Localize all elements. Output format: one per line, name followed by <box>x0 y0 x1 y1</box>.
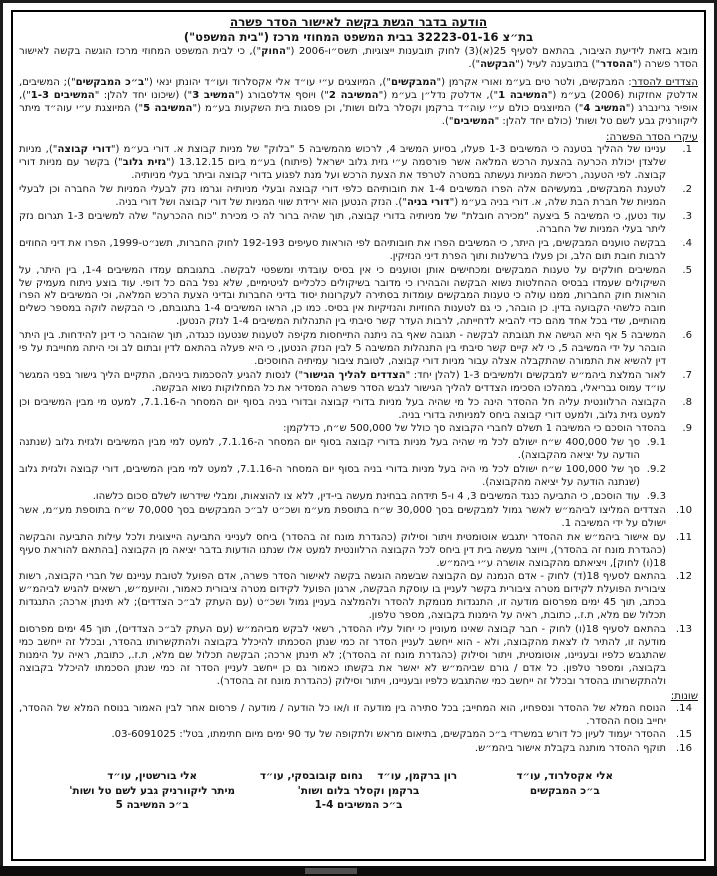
numbered-item <box>19 397 698 423</box>
item-number: 9. <box>682 423 692 435</box>
numbered-item <box>19 330 698 369</box>
signature-line: ב״כ המשיבה 5 <box>115 799 189 812</box>
numbered-item <box>19 624 698 689</box>
item-number: 4. <box>682 237 692 249</box>
item-text: עוד נטען, כי המשיבה 5 ביצעה "מכירה חובלת" של מניותיה בדורי קבוצה, תוך שהיה ברור לה כי מכירת "כוח ההכרעה" שלה למשיבים 1-3 תגרום נזק ליתר בעלי המניות של החברה. <box>19 210 666 235</box>
numbered-item <box>19 505 698 531</box>
numbered-item <box>19 370 698 396</box>
numbered-item <box>19 265 698 330</box>
numbered-item <box>19 423 698 436</box>
item-number: 16. <box>675 743 692 755</box>
signature-column <box>255 769 461 813</box>
item-number: 3. <box>682 210 692 222</box>
item-text: עם אישור ביהמ״ש את ההסדר יתגבש אוטומטית ויתור וסילוק (כהגדרת מונח זה בהסדר) ביחס לענייני התביעה הייצוגית ולכל עילות התביעה והבקשה (כהגדרת מונח זה בהסדר), וייוצר מעשה בית דין ביחס לכל הקבוצה הרלוונטית למעט אלו שנתנו הודעות בדבר יציאה מן הקבוצה [בהתאם להוראת סעיף 18(ו) לחוק], ויציאתם מהקבוצה אושרה ע״י ביהמ״ש. <box>19 531 666 569</box>
item-number: 9.3. <box>646 491 666 502</box>
numbered-item <box>19 532 698 571</box>
numbered-item <box>19 437 698 463</box>
item-number: 14. <box>675 702 692 714</box>
item-number: 2. <box>682 184 692 196</box>
signature-line: ב״כ המשיבים 1-4 <box>314 799 403 812</box>
item-text: ההסדר יעמוד לעיון כל דורש במשרדי ב״כ המבקשים, בתיאום מראש ולתקופה של עד 90 ימים מיום חתימתו, בטל': 03-6091025. <box>111 729 666 741</box>
item-number: 10. <box>675 504 692 516</box>
intro-paragraph: מובא בזאת לידיעת הציבור, בהתאם לסעיף 25(א)(3) לחוק תובענות ייצוגיות, תשס״ו-2006 ("החוק"), כי לבית המשפט המחוזי מרכז הוגשה בקשה לאישור הסדר פשרה ("ההסדר") בתובענה לעיל ("הבקשה"). <box>19 46 698 70</box>
item-number: 8. <box>682 396 692 408</box>
item-number: 11. <box>675 531 692 543</box>
item-number: 5. <box>682 264 692 276</box>
signature-column <box>49 769 255 813</box>
item-text: בבקשה טוענים המבקשים, בין היתר, כי המשיבים הפרו את חובותיהם לפי הוראות סעיפים 192-193 לחוק החברות, תשנ״ט-1999, הפרו את דיני החוזים לרבות חובת תום הלב, וכן פעלו ברשלנות ותוך הפרת דיני הנזיקין. <box>19 237 667 262</box>
notice-title: הודעה בדבר הגשת בקשה לאישור הסדר פשרה <box>229 15 488 29</box>
signature-column <box>462 769 668 813</box>
numbered-item <box>19 729 698 742</box>
item-text: לטענת המבקשים, במעשיהם אלה הפרו המשיבים 1-4 את חובותיהם כלפי דורי קבוצה ובעלי מניותיה וגרמו נזק לבעלי המניות של החברה וכן לבעלי המניות של חברת הבת שלה, א. דורי בניה בע״מ ("דורי בניה"). הנזק הנטען הוא ירידת שווי המניות של דורי קבוצה ושל דורי בניה. <box>19 184 666 209</box>
signature-line: אלי בורשטין, עו״ד <box>107 770 198 783</box>
item-number: 1. <box>682 144 692 156</box>
item-text: סך של 400,000 ש״ח ישולם לכל מי שהיה בעל מניות בדורי קבוצה בסוף יום המסחר ה-7.1.16, למעט למי מבין המשיבים ולגזית גלוב (שנתנה הודעה על יציאה מהקבוצה). <box>19 437 640 462</box>
item-number: 15. <box>675 729 692 741</box>
signature-line: מיתר ליקוורניק גבע לשם טל ושות' <box>69 784 236 797</box>
numbered-item <box>19 571 698 623</box>
misc-header: שונות: <box>670 689 698 702</box>
signature-line: רון ברקמן, עו״ד נחום קובובסקי, עו״ד <box>259 770 458 783</box>
item-number: 7. <box>682 369 692 381</box>
item-number: 9.2. <box>646 464 666 476</box>
item-number: 9.1. <box>646 437 666 449</box>
numbered-item <box>19 743 698 756</box>
numbered-item <box>19 491 698 504</box>
item-text: הנוסח המלא של ההסדר ונספחיו, הוא המחייב; בכל סתירה בין מודעה זו ו/או כל הודעה / מודעה / פרסום אחר לבין האמור בנוסח המלא של ההסדר, יחייב נוסח ההסדר. <box>19 702 666 727</box>
misc-items <box>19 703 698 757</box>
case-number-line: בת״צ 32223-01-16 בבית המשפט המחוזי מרכז ("בית המשפט") <box>183 30 534 44</box>
item-text: המשיבה 5 אף היא הגישה את תגובתה לבקשה - תגובה שאף בה ניתנה התייחסות מקיפה לטענות שנטענו כנגדה, תוך שהובהר כי דינן להידחות. בין היתר הובהר על ידי המשיבה 5, כי לא קיים קשר סיבתי בין התנהלות המשיבה 5 לבין הנזק הנטען, כי היא פעלה בהתאם לדין ובתום לב וכי היתה מחוייבת על פי דין להשיא את התמורה שהתקבלה אצלה עבור מניות דורי קבוצה, לטובת ציבור עמיתיה החוסכים. <box>19 330 667 367</box>
item-text: בהסדר הוסכם כי המשיבה 1 תשלם לחברי הקבוצה סך כולל של 500,000 ש״ח, כדלקמן: <box>283 423 666 435</box>
item-number: 6. <box>682 330 692 342</box>
item-text: עניינו של ההליך בטענה כי המשיבים 1-3 פעלו, בסיוע המשיב 4, לרכוש מהמשיבה 5 "בלוק" של מניות קבוצת א. דורי בע״מ ("דורי קבוצה"), מניות שלצדן יכולת הכרעה בהצעת הרכש המלאה אשר פורסמה ע״י גזית גלוב ישראל (פיתוח) בע״מ ביום 13.12.15 ("גזית גלוב") בקשר עם מניות דורי קבוצה. לפי הטענה, רכישת המניות נעשתה במטרה לטרפד את הצעת הרכש ועל מנת לפגוע בדורי קבוצה וביתר בעלי מניותיה. <box>19 144 667 182</box>
item-text: סך של 100,000 ש״ח ישולם לכל מי היה בעל מניות בדורי בניה בסוף יום המסחר ה-7.1.16, למעט למי מבין המשיבים, דורי קבוצה ולגזית גלוב (שנתנה הודעה על יציאה מהקבוצה). <box>19 464 640 489</box>
signature-line: ב״כ המבקשים <box>529 784 600 797</box>
settlement-items <box>19 144 698 688</box>
item-text: המשיבים חולקים על טענות המבקשים ומכחישים אותן וטוענים כי אין בסיס עובדתי ומשפטי לבקשה. בתגובתם עמדו המשיבים 1-4, בין היתר, על השיקולים שעמדו בבסיס ההחלטות נשוא הבקשה והבהירו כי מדובר בשיקולים כלכליים לגיטימיים, שלא נפל בהם כל דופי. עוד בוצע ניתוח מעמיק של הוראות חוק החברות, ממנו עולה כי טענות המבקשים עומדות בסתירה לעקרונות יסוד בדיני החברות ובדיני הצעת הרכש המלאה, וכי המשיבים לא הפרו חובה כלשהי הקבועה בדין. כן הובהר, כי גם לטענות החוזיות והנזיקיות אין בסיס. כמו כן, הראו המשיבים 1-4 בתגובתם, כי הבקשה לוקה במספר כשלים מהותיים, שדי בכל אחד מהם כדי להביא לדחייתה, לרבות העדר קשר סיבתי בין התנהלות המשיבים 1-4 לנזק הנטען. <box>19 264 666 328</box>
scrollbar-thumb[interactable] <box>305 868 357 874</box>
item-number: 13. <box>675 624 692 636</box>
item-text: לאור המלצת ביהמ״ש למבקשים ולמשיבים 1-3 (להלן יחד: "הצדדים להליך הגישור") לנסות להגיע להסכמות ביניהם, התקיים הליך גישור בפני המגשר עו״ד עמוס גבריאלי, במהלכו הסכימו הצדדים להליך הגישור לגבש הסדר פשרה המסדיר את כל המחלוקות נשוא הבקשה. <box>19 369 666 394</box>
item-number: 12. <box>675 571 692 583</box>
item-text: הקבוצה הרלוונטית עליה חל ההסדר הינה כל מי שהיה בעל מניות בדורי קבוצה ובדורי בניה בסוף יום המסחר ה-7.1.16, למעט מי מבין המשיבים וכן למעט גזית גלוב, ולמעט דורי קבוצה ביחס למניותיה בדורי בניה. <box>19 396 666 421</box>
item-text: הצדדים המליצו לביהמ״ש לאשר גמול למבקשים בסך 30,000 ש״ח בתוספת מע״מ ושכ״ט לב״כ המבקשים בסך 70,000 ש״ח בתוספת מע״מ, אשר ישולם על ידי המשיבה 1. <box>19 504 667 529</box>
item-text: בהתאם לסעיף 18(ד) לחוק - אדם הנמנה עם הקבוצה שבשמה הוגשה בקשה לאישור הסדר פשרה, אדם הפועל לטובת עניינם של חברי הקבוצה, רשות ציבורית הפועלת לקידום מטרה ציבורית בקשר לעניין בו עוסקת הבקשה, ארגון הפועל לקידום מטרה ציבורית כאמור, והיועמ״ש, רשאים להגיש לביהמ״ש בכתב, תוך 45 ימים מפרסום מודעה זו, התנגדות מנומקת להסדר ולהמלצה בעניין גמול ושכ״ט (עם העתק לב״כ הצדדים); לא תינתן ארכה; התנגדות תכלול שם מלא, ת.ז., כתובת, ראיה על הימנות בקבוצה, מספר טלפון. <box>19 571 666 622</box>
item-text: עוד הוסכם, כי התביעה כנגד המשיבים 3, 4 ו-5 תידחה בבחינת מעשה בי-דין, ללא צו להוצאות, ומבלי שידרשו לשלם סכום כלשהו. <box>92 491 640 502</box>
numbered-item <box>19 144 698 183</box>
document-page <box>11 10 706 861</box>
numbered-item <box>19 238 698 264</box>
signature-line: ברקמן וקסלר בלום ושות' <box>297 784 420 797</box>
item-text: בהתאם לסעיף 18(ו) לחוק - חבר קבוצה שאינו מעוניין כי יחול עליו ההסדר, רשאי לבקש מביהמ״ש (עם העתק לב״כ הצדדים), תוך 45 ימים מפרסום מודעה זו, להתיר לו לצאת מהקבוצה, ולא - הוא ייחשב לעניין הסדר זה כמי שנתן הסכמתו להיכלל בקבוצה ולהתקשרותו בהסדר, ובכלל זה ייחשב כמי שהתגבש כלפיו ובעניינו, אוטומטית, ויתור וסילוק (כהגדרת מונח זה בהסדר); לא תינתן ארכה; הבקשה תכלול שם מלא, ת.ז., כתובת, ראיה על הימנות בקבוצה, ומספר טלפון. כל אדם / גורם שביהמ״ש לא יאשר את בקשתו כאמור גם כן ייחשב לעניין הסדר זה כמי שנתן הסכמתו להיכלל בקבוצה ולהתקשרותו בהסדר ובכלל זה ייחשב כמי שהתגבש כלפיו ובעניינו, ויתור וסילוק (כהגדרת מונח זה בהסדר). <box>19 624 666 687</box>
item-text: תוקף ההסדר מותנה בקבלת אישור ביהמ״ש. <box>474 743 666 755</box>
numbered-item <box>19 703 698 729</box>
document-frame <box>3 3 714 866</box>
numbered-item <box>19 464 698 490</box>
parties-paragraph: הצדדים להסדר: המבקשים, ולטר טים בע״מ ואורי אקרמן ("המבקשים"), המיוצגים ע״י עו״ד אלי אקסלרוד ועו״ד יהונתן ינאי ("ב״כ המבקשים"); המשיבים, אדלטק אחזקות (2006) בע״מ ("המשיבה 1"), אדלטק נדל״ן בע״מ ("המשיבה 2") ויוסף אדלסבורג ("המשיב 3") (שיכונו יחד להלן: "המשיבים 1-3"), אופיר גרינברג ("המשיב 4") המיוצגים כולם ע״י עוה״ד ברקמן וקסלר בלום ושות', וכן פסגות בית השקעות בע״מ ("המשיבה 5") המיוצגת ע״י עוה״ד מיתר ליקוורניק גבע לשם טל ושות' (כולם יחד להלן: "המשיבים"). <box>19 76 698 127</box>
numbered-item <box>19 211 698 237</box>
signature-line: אלי אקסלרוד, עו״ד <box>516 770 614 783</box>
numbered-item <box>19 184 698 210</box>
signature-block <box>19 769 698 813</box>
horizontal-scrollbar[interactable] <box>0 866 717 876</box>
settlement-terms-header: עיקרי הסדר הפשרה: <box>605 131 698 144</box>
